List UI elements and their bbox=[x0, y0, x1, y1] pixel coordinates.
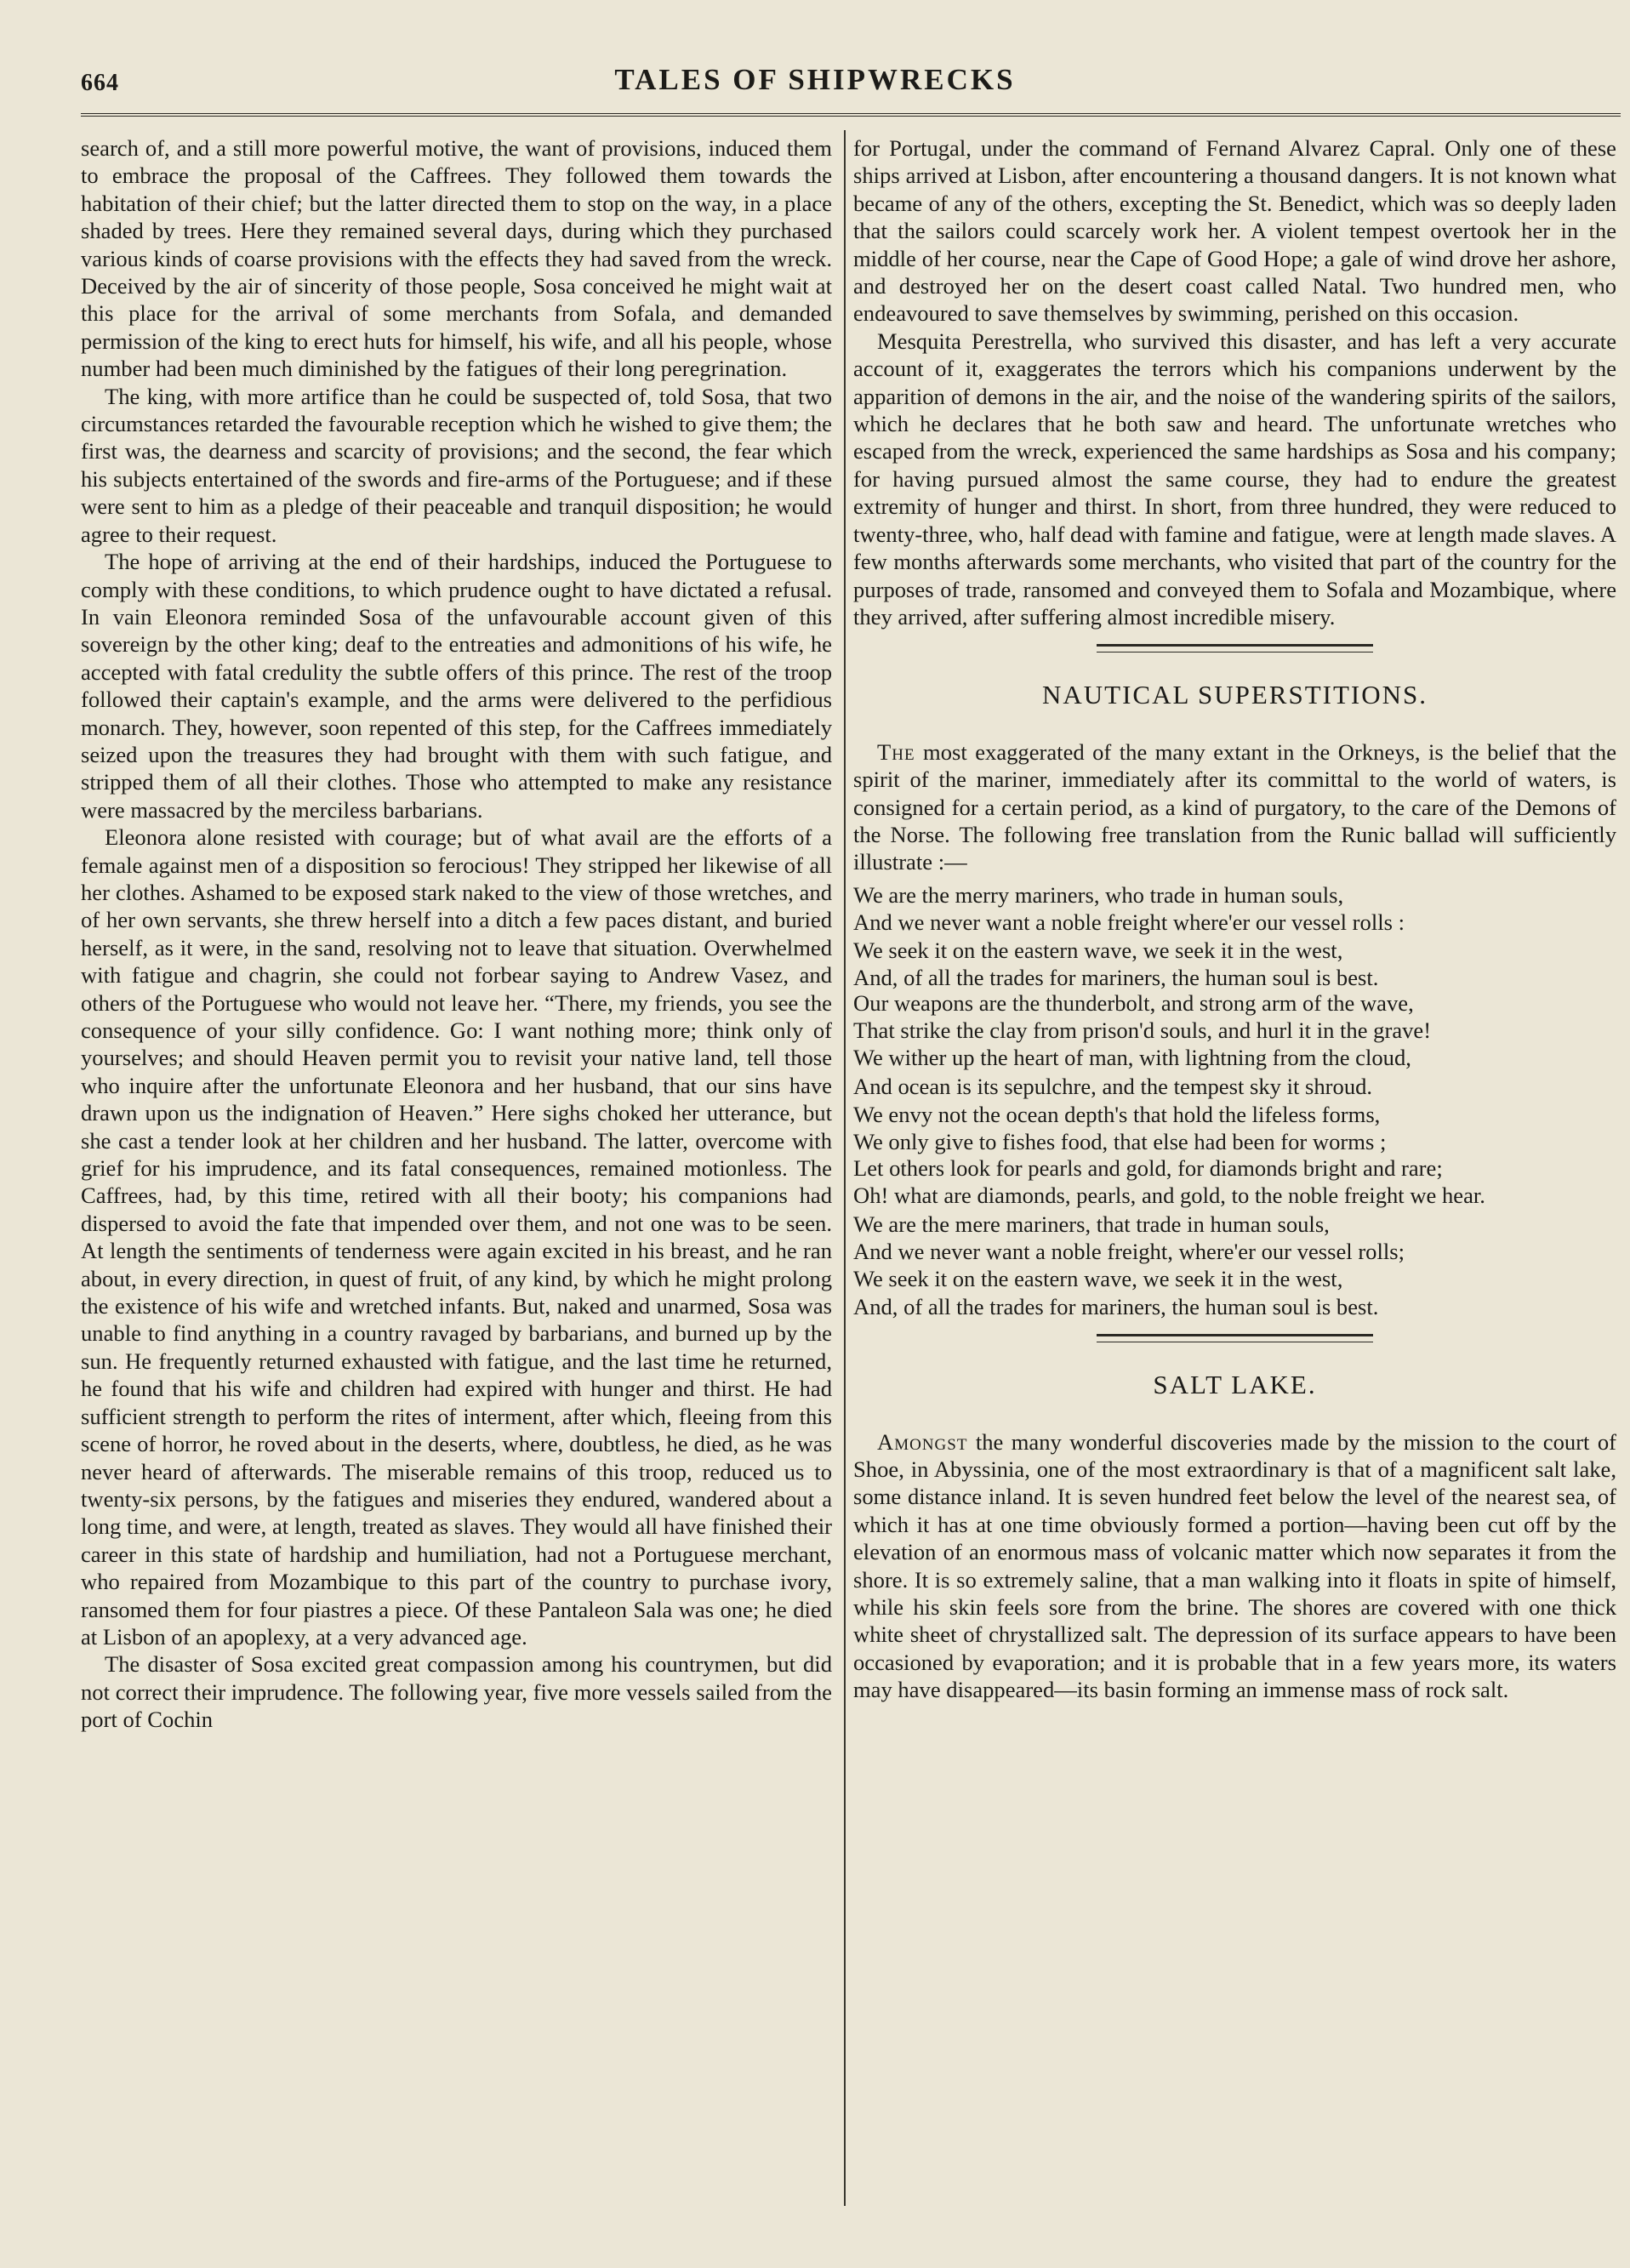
left-paragraph: The king, with more artifice than he could be suspected of, told Sosa, that two circumstances retarded the favourable reception which he wished to give them; the first was, the dearness and scarcity of provisions; and the second, the fear which his subjects entertained of the swords and fire-arms of the Portuguese; and if these were sent to him as a pledge of their peaceable and tranquil disposition; he would agree to their request. bbox=[81, 383, 832, 547]
left-paragraph: The hope of arriving at the end of their hardships, induced the Portuguese to comply with these conditions, to which prudence ought to have dictated a refusal. In vain Eleonora reminded Sosa of the unfavourable account given of this sovereign by the other king; deaf to the entreaties and admonitions of his wife, he accepted with fatal credulity the subtle offers of this prince. The rest of the troop followed their captain's example, and the arms were delivered to the perfidious monarch. They, however, soon repented of this step, for the Caffrees immediately seized upon the treasures they had brought with them with such fatigue, and stripped them of all their clothes. Those who attempted to make any resistance were massacred by the merciless barbarians. bbox=[81, 549, 832, 823]
poem-line: We are the merry mariners, who trade in human souls, bbox=[853, 881, 1344, 908]
poem-line: That strike the clay from prison'd souls, and hurl it in the grave! bbox=[853, 1017, 1432, 1044]
poem-line: We only give to fishes food, that else had been for worms ; bbox=[853, 1129, 1387, 1155]
poem-line: And, of all the trades for mariners, the human soul is best. bbox=[853, 1293, 1379, 1319]
right-paragraph: Mesquita Perestrella, who survived this disaster, and has left a very accurate account of it, exaggerates the terrors which his companions underwent by the apparition of demons in the air, and the noise of the wandering spirits of the sailors, which he declares that he both saw and heard. The unfortunate wretches who escaped from the wreck, experienced the same hardships as Sosa and his company; for having pursued almost the same course, they had to endure the greatest extremity of hunger and thirst. In short, from three hundred, they were reduced to twenty-three, who, half dead with famine and fatigue, were at length made slaves. A few months afterwards some merchants, who visited that part of the country for the purposes of trade, ransomed and conveyed them to Sofala and Mozambique, where they arrived, after suffering almost incredible misery. bbox=[853, 328, 1616, 630]
page-number: 664 bbox=[81, 70, 119, 96]
nautical-lead-word: The bbox=[877, 738, 915, 765]
section-separator bbox=[1097, 644, 1373, 652]
left-paragraph: The disaster of Sosa excited great compassion among his countrymen, but did not correct their imprudence. The following year, five more vessels sailed from the port of Cochin bbox=[81, 1651, 832, 1733]
poem-line: We envy not the ocean depth's that hold the lifeless forms, bbox=[853, 1101, 1381, 1127]
nautical-intro bbox=[853, 738, 1616, 876]
salt-lake-title: SALT LAKE. bbox=[1153, 1370, 1317, 1400]
column-rule bbox=[844, 130, 846, 2206]
left-paragraph: search of, and a still more powerful motive, the want of provisions, induced them to embrace the proposal of the Caffrees. They followed them towards the habitation of their chief; but the latter directed them to stop on the way, in a place shaded by trees. Here they remained several days, during which they purchased various kinds of coarse provisions with the effects they had saved from the wreck. Deceived by the air of sincerity of those people, Sosa conceived he might wait at this place for the arrival of some merchants from Sofala, and demanded permission of the king to erect huts for himself, his wife, and all his people, whose number had been much diminished by the fatigues of their long peregrination. bbox=[81, 135, 832, 382]
poem-line: And, of all the trades for mariners, the human soul is best. bbox=[853, 964, 1379, 990]
poem-line: And we never want a noble freight where'er our vessel rolls : bbox=[853, 909, 1405, 936]
salt-lake-text: the many wonderful discoveries made by the mission to the court of Shoe, in Abyssinia, one of the most extraordinary is that of a magnificent salt lake, some distance inland. It is seven hundred feet below the level of the nearest sea, of which it has at one time obviously formed a portion—having been cut off by the elevation of an enormous mass of volcanic matter which now separates it from the shore. It is so extremely saline, that a man walking into it floats in spite of himself, while his skin feels sore from the brine. The shores are covered with one thick white sheet of chrystallized salt. The depression of its surface appears to have been occasioned by evaporation; and it is probable that in a few years more, its waters may have disappeared—its basin forming an immense mass of rock salt. bbox=[853, 1428, 1616, 1703]
header-rule bbox=[81, 113, 1621, 117]
runic-ballad bbox=[853, 881, 1616, 1320]
right-paragraph: for Portugal, under the command of Fernand Alvarez Capral. Only one of these ships arrived at Lisbon, after encountering a thousand dangers. It is not known what became of any of the others, excepting the St. Benedict, which was so deeply laden that the sailors could scarcely work her. A violent tempest overtook her in the middle of her course, near the Cape of Good Hope; a gale of wind drove her ashore, and destroyed her on the desert coast called Natal. Two hundred men, who endeavoured to save themselves by swimming, perished on this occasion. bbox=[853, 135, 1616, 327]
poem-line: We seek it on the eastern wave, we seek it in the west, bbox=[853, 1266, 1343, 1292]
left-column bbox=[81, 134, 832, 1734]
nautical-intro-text: most exaggerated of the many extant in the Orkneys, is the belief that the spirit of the mariner, immediately after its committal to the world of waters, is consigned for a certain period, as a kind of purgatory, to the care of the Demons of the Norse. The following free translation from the Runic ballad will sufficiently illustrate :— bbox=[853, 738, 1616, 875]
nautical-superstitions-title: NAUTICAL SUPERSTITIONS. bbox=[1041, 680, 1428, 710]
salt-lake-lead-word: Amongst bbox=[877, 1428, 968, 1455]
poem-line: Let others look for pearls and gold, for diamonds bright and rare; bbox=[853, 1154, 1443, 1181]
right-column bbox=[853, 134, 1616, 1704]
poem-line: We wither up the heart of man, with lightning from the cloud, bbox=[853, 1045, 1411, 1071]
left-paragraph: Eleonora alone resisted with courage; but of what avail are the efforts of a female against men of a disposition so ferocious! They stripped her likewise of all her clothes. Ashamed to be exposed stark naked to the view of those wretches, and of her own servants, she threw herself into a ditch a few paces distant, and buried herself, as it were, in the sand, resolving not to leave that situation. Overwhelmed with fatigue and chagrin, she could not forbear saying to Andrew Vasez, and others of the Portuguese who would not leave her. “There, my friends, you see the consequence of your silly confidence. Go: I want nothing more; think only of yourselves; and should Heaven permit you to revisit your native land, tell those who inquire after the unfortunate Eleonora and her husband, that our sins have drawn upon us the indignation of Heaven.” Here sighs choked her utterance, but she cast a tender look at her children and her husband. The latter, overcome with grief for his imprudence, and its fatal consequences, remained motionless. The Caffrees, had, by this time, retired with all their booty; his companions had dispersed to avoid the fate that impended over them, and not one was to be seen. At length the sentiments of tenderness were again excited in his breast, and he ran about, in every direction, in quest of fruit, of any kind, by which he might prolong the existence of his wife and wretched infants. But, naked and unarmed, Sosa was unable to find anything in a country ravaged by barbarians, and burned up by the sun. He frequently returned exhausted with fatigue, and the last time he returned, he found that his wife and children had expired with hunger and thirst. He had sufficient strength to perform the rites of interment, after which, fleeing from this scene of horror, he roved about in the deserts, where, doubtless, he died, as he was never heard of afterwards. The miserable remains of this troop, reduced us to twenty-six persons, by the fatigues and miseries they endured, wandered about a long time, and were, at length, treated as slaves. They would all have finished their career in this state of hardship and humiliation, had not a Portuguese merchant, who repaired from Mozambique to this part of the country to purchase ivory, ransomed them for four piastres a piece. Of these Pantaleon Sala was one; he died at Lisbon of an apoplexy, at a very advanced age. bbox=[81, 824, 832, 1650]
poem-line: We seek it on the eastern wave, we seek it in the west, bbox=[853, 937, 1343, 963]
poem-line: We are the mere mariners, that trade in human souls, bbox=[853, 1211, 1330, 1237]
running-title: TALES OF SHIPWRECKS bbox=[614, 63, 1016, 96]
section-separator bbox=[1097, 1334, 1373, 1342]
poem-line: Oh! what are diamonds, pearls, and gold, to the noble freight we hear. bbox=[853, 1182, 1485, 1208]
poem-line: And we never want a noble freight, where'er our vessel rolls; bbox=[853, 1239, 1405, 1264]
poem-line: And ocean is its sepulchre, and the tempest sky it shroud. bbox=[853, 1074, 1373, 1100]
salt-lake-body bbox=[853, 1428, 1616, 1704]
poem-line: Our weapons are the thunderbolt, and strong arm of the wave, bbox=[853, 990, 1414, 1017]
